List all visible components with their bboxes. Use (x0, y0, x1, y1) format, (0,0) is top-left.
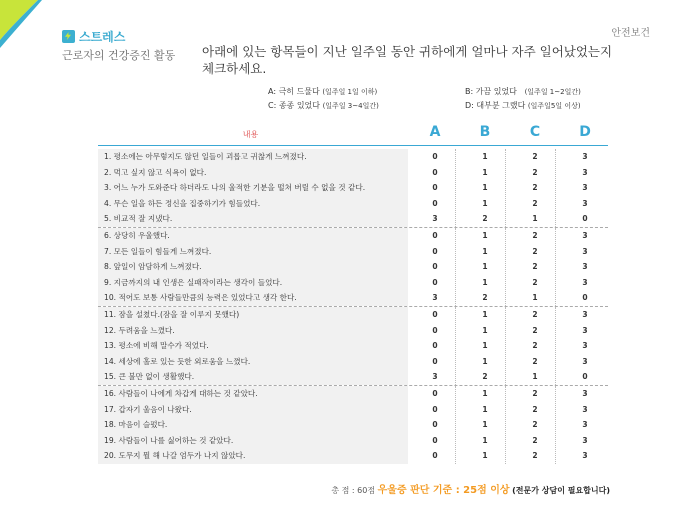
row-group (98, 228, 608, 307)
row-text: 3. 어느 누가 도와준다 하더라도 나의 울적한 기분을 떨쳐 버릴 수 없을 것 같다. (104, 183, 366, 193)
score-d[interactable]: 3 (582, 167, 588, 177)
score-a[interactable]: 3 (432, 293, 438, 303)
table-row (98, 149, 608, 165)
table-row (98, 196, 608, 212)
table-row (98, 369, 608, 385)
score-d[interactable]: 3 (582, 435, 588, 445)
score-a[interactable]: 0 (432, 152, 438, 161)
score-b[interactable]: 1 (482, 356, 488, 366)
score-b[interactable]: 1 (482, 167, 488, 177)
table-header (98, 124, 608, 144)
score-d[interactable]: 3 (582, 152, 588, 161)
header-col-b: B (479, 124, 491, 140)
score-d[interactable]: 3 (582, 389, 588, 398)
tag-label: 스트레스 (79, 30, 126, 44)
row-group (98, 386, 608, 464)
legend-left (268, 85, 379, 113)
score-c[interactable]: 1 (532, 372, 538, 382)
score-b[interactable]: 1 (482, 451, 488, 461)
score-c[interactable]: 1 (532, 214, 538, 224)
table-row (98, 386, 608, 402)
score-a[interactable]: 0 (432, 356, 438, 366)
header-col-d: D (579, 124, 591, 140)
score-c[interactable]: 2 (532, 277, 538, 287)
score-b[interactable]: 1 (482, 183, 488, 193)
table-row (98, 307, 608, 323)
criteria-note: (전문가 상담이 필요합니다) (512, 486, 610, 495)
table-row (98, 259, 608, 275)
row-text: 7. 모든 일들이 힘들게 느껴졌다. (104, 246, 212, 256)
table-row (98, 228, 608, 244)
row-text: 4. 무슨 일을 하든 정신을 집중하기가 힘들었다. (104, 198, 261, 208)
score-d[interactable]: 3 (582, 404, 588, 414)
score-a[interactable]: 0 (432, 451, 438, 461)
score-a[interactable]: 0 (432, 420, 438, 430)
score-c[interactable]: 2 (532, 341, 538, 351)
score-d[interactable]: 3 (582, 310, 588, 319)
table-row (98, 180, 608, 196)
score-c[interactable]: 2 (532, 451, 538, 461)
score-c[interactable]: 2 (532, 310, 538, 319)
score-a[interactable]: 0 (432, 310, 438, 319)
score-b[interactable]: 1 (482, 435, 488, 445)
score-c[interactable]: 2 (532, 404, 538, 414)
score-b[interactable]: 2 (482, 293, 488, 303)
legend-right (465, 85, 581, 113)
table-row (98, 402, 608, 418)
score-c[interactable]: 1 (532, 293, 538, 303)
score-a[interactable]: 3 (432, 372, 438, 382)
row-group (98, 149, 608, 228)
score-d[interactable]: 3 (582, 246, 588, 256)
score-b[interactable]: 1 (482, 404, 488, 414)
score-d[interactable]: 0 (582, 214, 588, 224)
questionnaire-table (98, 124, 608, 461)
row-text: 6. 상당히 우울했다. (104, 231, 170, 240)
score-c[interactable]: 2 (532, 420, 538, 430)
score-d[interactable]: 3 (582, 451, 588, 461)
row-text: 18. 마음이 슬펐다. (104, 420, 168, 430)
score-b[interactable]: 1 (482, 231, 488, 240)
score-d[interactable]: 0 (582, 293, 588, 303)
lightning-icon (62, 30, 75, 43)
score-b[interactable]: 1 (482, 389, 488, 398)
legend-a: A: 극히 드물다 (일주일 1일 이하) (268, 87, 378, 96)
table-row (98, 244, 608, 260)
score-a[interactable]: 0 (432, 404, 438, 414)
score-a[interactable]: 0 (432, 435, 438, 445)
score-b[interactable]: 2 (482, 372, 488, 382)
score-b[interactable]: 1 (482, 246, 488, 256)
score-b[interactable]: 1 (482, 341, 488, 351)
header-col-c: C (529, 124, 541, 140)
score-d[interactable]: 3 (582, 231, 588, 240)
total-score: 총 점 : 60점 (331, 486, 376, 495)
row-text: 8. 앞일이 암담하게 느껴졌다. (104, 262, 202, 272)
section-tag (62, 28, 125, 45)
table-row (98, 323, 608, 339)
score-d[interactable]: 3 (582, 356, 588, 366)
corner-decoration (0, 0, 56, 56)
score-a[interactable]: 0 (432, 325, 438, 335)
row-group (98, 307, 608, 386)
row-text: 1. 평소에는 아무렇지도 않던 일들이 괴롭고 귀찮게 느껴졌다. (104, 152, 307, 161)
score-c[interactable]: 2 (532, 231, 538, 240)
table-row (98, 290, 608, 306)
legend-c: C: 종종 있었다 (일주일 3~4일간) (268, 101, 379, 110)
header-col-a: A (429, 124, 441, 140)
score-c[interactable]: 2 (532, 325, 538, 335)
table-row (98, 354, 608, 370)
row-text: 11. 잠을 설쳤다.(잠을 잘 이루지 못했다) (104, 310, 240, 319)
score-c[interactable]: 2 (532, 262, 538, 272)
score-b[interactable]: 1 (482, 420, 488, 430)
score-b[interactable]: 2 (482, 214, 488, 224)
score-d[interactable]: 3 (582, 341, 588, 351)
score-a[interactable]: 0 (432, 277, 438, 287)
score-c[interactable]: 2 (532, 246, 538, 256)
score-a[interactable]: 0 (432, 198, 438, 208)
header-item: 내용 (242, 130, 259, 139)
score-c[interactable]: 2 (532, 167, 538, 177)
score-b[interactable]: 1 (482, 262, 488, 272)
table-row (98, 211, 608, 227)
row-text: 2. 먹고 싶지 않고 식욕이 없다. (104, 167, 207, 177)
score-c[interactable]: 2 (532, 356, 538, 366)
score-b[interactable]: 1 (482, 198, 488, 208)
score-d[interactable]: 3 (582, 420, 588, 430)
score-d[interactable]: 3 (582, 183, 588, 193)
row-text: 12. 두려움을 느꼈다. (104, 325, 175, 335)
score-a[interactable]: 0 (432, 246, 438, 256)
row-text: 20. 도무지 뭘 해 나갈 엄두가 나지 않았다. (104, 451, 246, 461)
row-text: 17. 갑자기 울음이 나왔다. (104, 404, 192, 414)
score-a[interactable]: 0 (432, 231, 438, 240)
table-row (98, 433, 608, 449)
score-c[interactable]: 2 (532, 389, 538, 398)
score-d[interactable]: 3 (582, 325, 588, 335)
score-d[interactable]: 0 (582, 372, 588, 382)
criteria-text: 우울증 판단 기준 : 25점 이상 (377, 485, 510, 496)
table-row (98, 448, 608, 464)
score-b[interactable]: 1 (482, 277, 488, 287)
score-a[interactable]: 0 (432, 167, 438, 177)
legend-b: B: 가끔 있었다 (일주일 1~2일간) (465, 87, 581, 96)
score-c[interactable]: 2 (532, 198, 538, 208)
legend-d: D: 대부분 그랬다 (일주일5일 이상) (465, 101, 581, 110)
score-b[interactable]: 1 (482, 325, 488, 335)
row-text: 16. 사람들이 나에게 차갑게 대하는 것 같았다. (104, 389, 258, 398)
row-text: 13. 평소에 비해 말수가 적었다. (104, 341, 209, 351)
footer (331, 481, 610, 496)
score-c[interactable]: 2 (532, 183, 538, 193)
score-d[interactable]: 3 (582, 277, 588, 287)
score-a[interactable]: 3 (432, 214, 438, 224)
row-text: 10. 적어도 보통 사람들만큼의 능력은 있었다고 생각 한다. (104, 293, 297, 303)
header-rule (98, 145, 608, 146)
score-d[interactable]: 3 (582, 198, 588, 208)
score-a[interactable]: 0 (432, 341, 438, 351)
section-title: 근로자의 건강증진 활동 (62, 49, 176, 62)
score-b[interactable]: 1 (482, 310, 488, 319)
table-body (98, 149, 608, 464)
table-row (98, 338, 608, 354)
score-a[interactable]: 0 (432, 183, 438, 193)
score-c[interactable]: 2 (532, 435, 538, 445)
row-text: 9. 지금까지의 내 인생은 실패작이라는 생각이 들었다. (104, 277, 283, 287)
table-row (98, 275, 608, 291)
score-c[interactable]: 2 (532, 152, 538, 161)
row-text: 19. 사람들이 나를 싫어하는 것 같았다. (104, 435, 234, 445)
score-b[interactable]: 1 (482, 152, 488, 161)
question-text: 아래에 있는 항목들이 지난 일주일 동안 귀하에게 얼마나 자주 일어났었는지 체크하세요. (202, 44, 613, 76)
table-row (98, 165, 608, 181)
score-d[interactable]: 3 (582, 262, 588, 272)
row-text: 14. 세상에 홀로 있는 듯한 외로움을 느꼈다. (104, 356, 251, 366)
row-text: 5. 비교적 잘 지냈다. (104, 214, 173, 224)
score-a[interactable]: 0 (432, 262, 438, 272)
score-a[interactable]: 0 (432, 389, 438, 398)
table-row (98, 417, 608, 433)
row-text: 15. 큰 불만 없이 생활했다. (104, 372, 195, 382)
header-category: 안전보건 (611, 28, 650, 39)
